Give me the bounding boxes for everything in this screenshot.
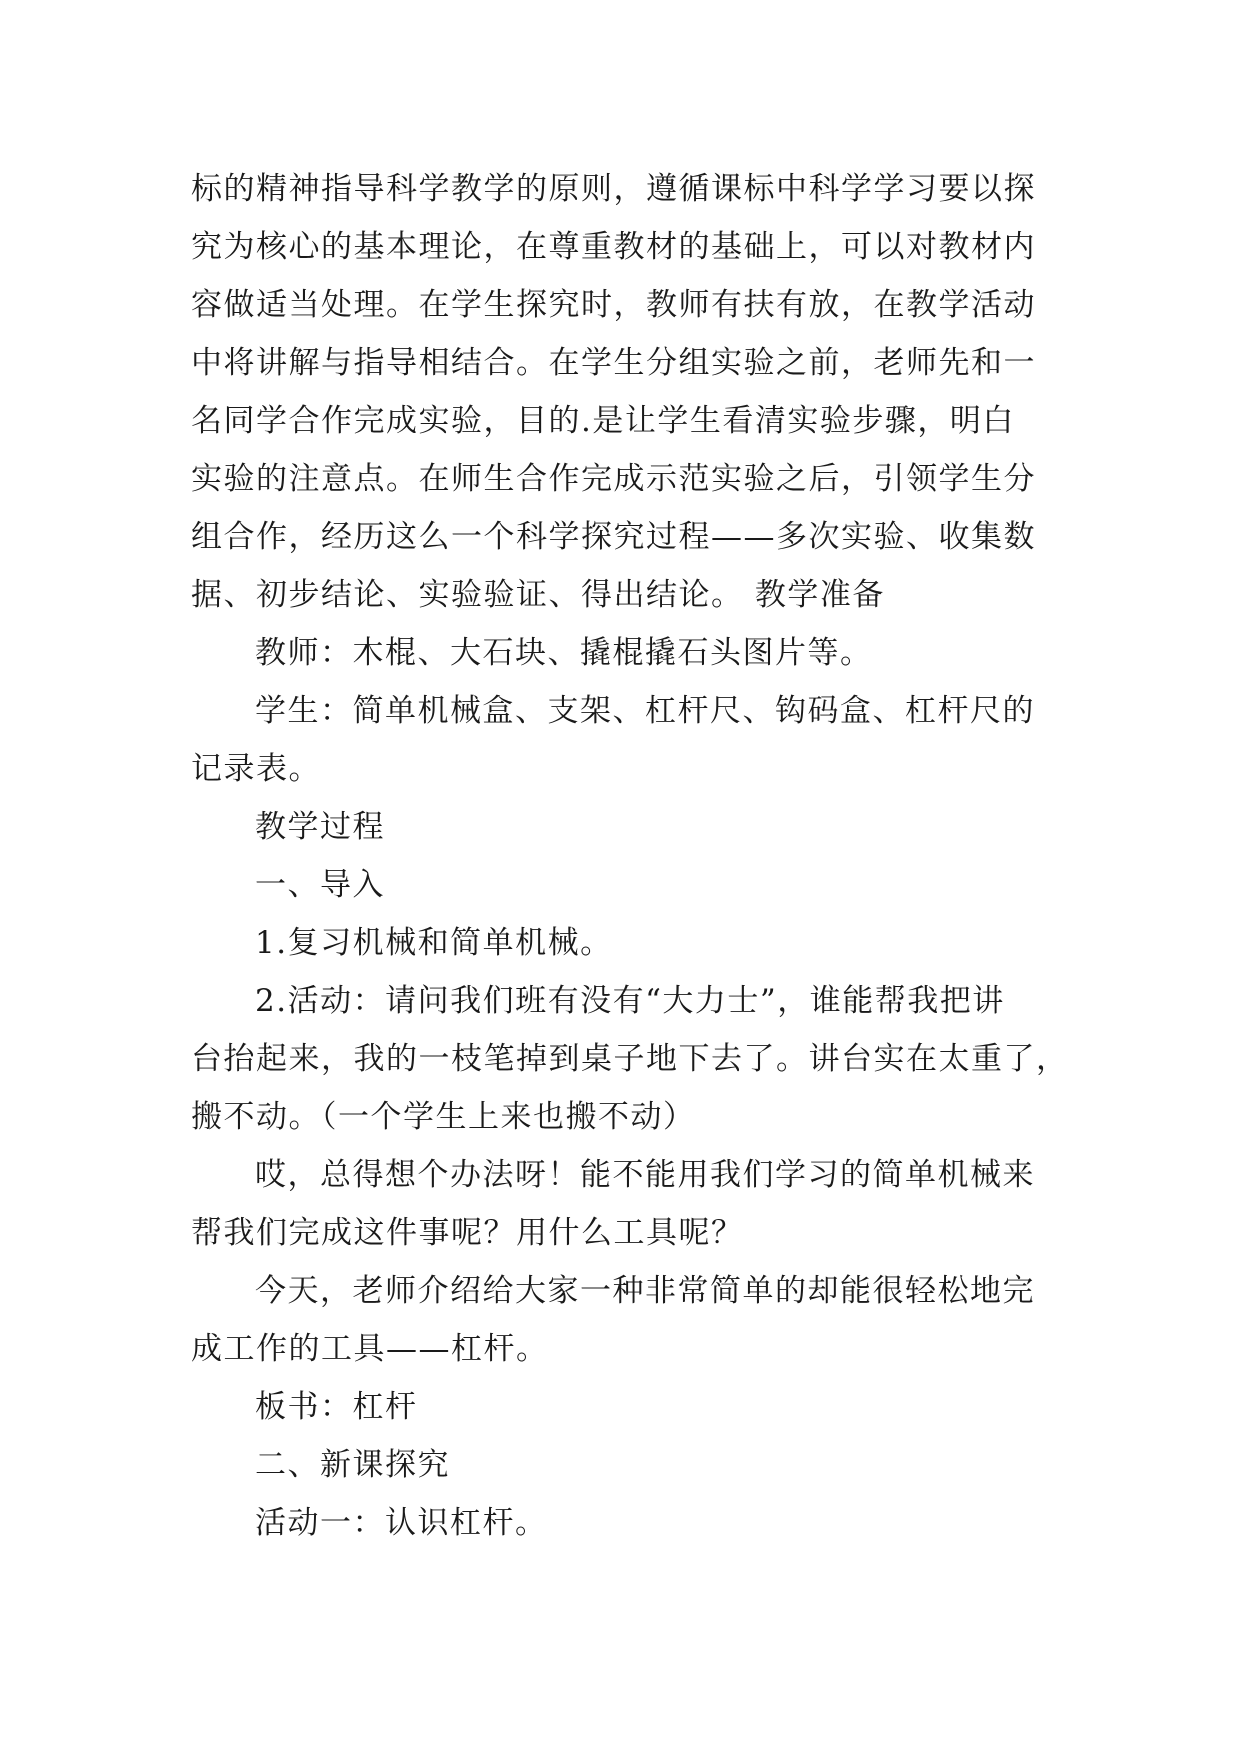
section-heading: 二、新课探究 — [255, 1447, 450, 1483]
text-line: 组合作，经历这么一个科学探究过程——多次实验、收集数 — [191, 519, 1036, 555]
board-note: 板书：杠杆 — [255, 1389, 418, 1425]
text-line: 成工作的工具——杠杆。 — [191, 1331, 549, 1367]
text-line: 记录表。 — [191, 751, 321, 787]
text-line: 台抬起来，我的一枝笔掉到桌子地下去了。讲台实在太重了， — [191, 1041, 1069, 1077]
teacher-preparation: 教师：木棍、大石块、撬棍撬石头图片等。 — [255, 635, 873, 671]
text-line: 中将讲解与指导相结合。在学生分组实验之前，老师先和一 — [191, 345, 1036, 381]
text-line: 容做适当处理。在学生探究时，教师有扶有放，在教学活动 — [191, 287, 1036, 323]
text-line: 据、初步结论、实验验证、得出结论。 教学准备 — [191, 577, 885, 613]
document-body — [191, 160, 1069, 1552]
text-line: 帮我们完成这件事呢？用什么工具呢？ — [191, 1215, 744, 1251]
text-line: 名同学合作完成实验，目的.是让学生看清实验步骤，明白 — [191, 403, 1015, 439]
activity-heading: 活动一：认识杠杆。 — [255, 1505, 548, 1541]
list-item: 2.活动：请问我们班有没有“大力士”，谁能帮我把讲 — [255, 983, 1005, 1019]
section-heading: 教学过程 — [255, 809, 385, 845]
text-line: 标的精神指导科学教学的原则，遵循课标中科学学习要以探 — [191, 171, 1036, 207]
paragraph-start: 哎，总得想个办法呀！能不能用我们学习的简单机械来 — [255, 1157, 1035, 1193]
student-preparation: 学生：简单机械盒、支架、杠杆尺、钩码盒、杠杆尺的 — [255, 693, 1035, 729]
list-item: 1.复习机械和简单机械。 — [255, 925, 613, 961]
text-line: 搬不动。（一个学生上来也搬不动） — [191, 1099, 696, 1135]
section-heading: 一、导入 — [255, 867, 385, 903]
text-line: 究为核心的基本理论，在尊重教材的基础上，可以对教材内 — [191, 229, 1036, 265]
paragraph-start: 今天，老师介绍给大家一种非常简单的却能很轻松地完 — [255, 1273, 1035, 1309]
text-line: 实验的注意点。在师生合作完成示范实验之后，引领学生分 — [191, 461, 1036, 497]
